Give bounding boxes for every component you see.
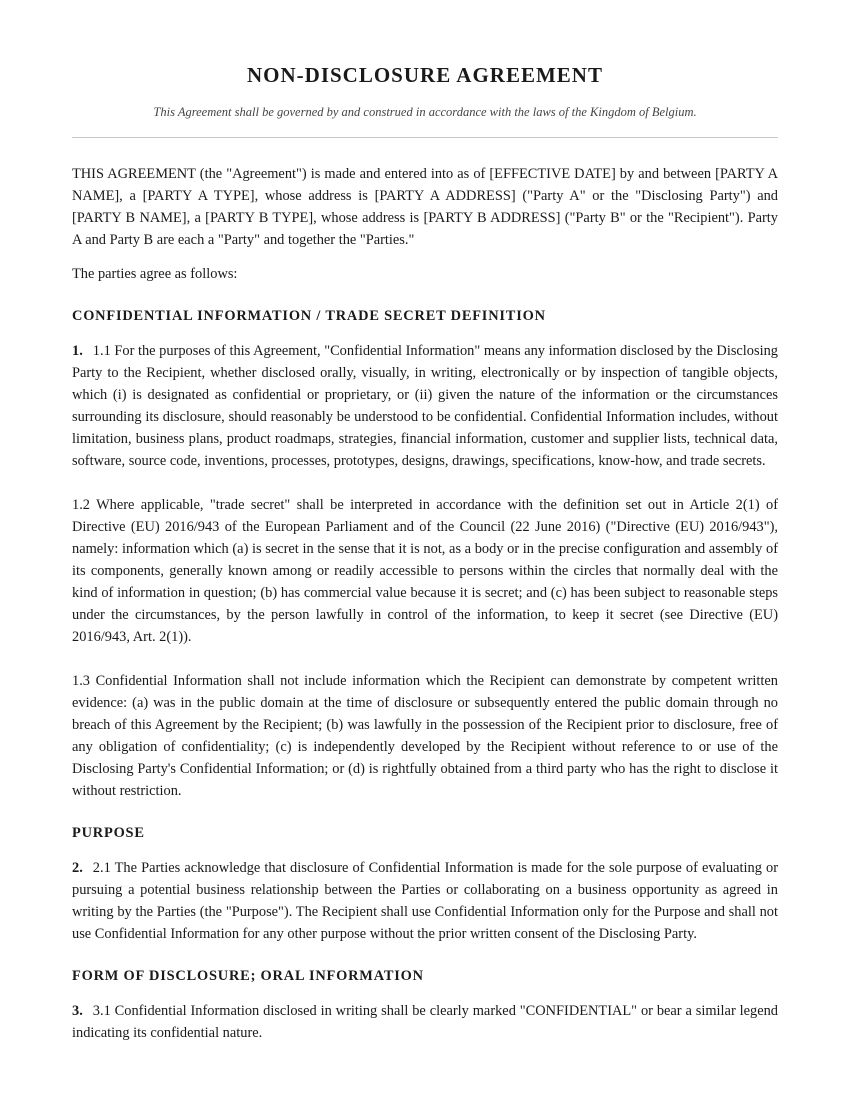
- intro-paragraph: THIS AGREEMENT (the "Agreement") is made and entered into as of [EFFECTIVE DATE] by and between [PARTY A NAME], a [PARTY A TYPE], whose address is [PARTY A ADDRESS] ("Party A" or the "Disclosing Party") and [PARTY B NAME], a [PARTY B TYPE], whose address is [PARTY B ADDRESS] ("Party B" or the "Recipient"). Party A and Party B are each a "Party" and together the "Parties.": [72, 166, 778, 248]
- clause-1-1: [72, 340, 778, 472]
- section-number: 1.: [72, 343, 83, 359]
- document-title: NON-DISCLOSURE AGREEMENT: [247, 63, 603, 87]
- section-number: 3.: [72, 1003, 83, 1019]
- clause-text: 3.1 Confidential Information disclosed in writing shall be clearly marked "CONFIDENTIAL" or bear a similar legend indicating its confidential nature.: [72, 1003, 778, 1041]
- section-number: 2.: [72, 860, 83, 876]
- section-heading: PURPOSE: [72, 825, 145, 841]
- title-divider: [72, 137, 778, 138]
- clause-text: 2.1 The Parties acknowledge that disclosure of Confidential Information is made for the sole purpose of evaluating or pursuing a potential business relationship between the Parties or collaborating on a business opportunity as agreed in writing by the Parties (the "Purpose"). The Recipient shall use Confidential Information only for the Purpose and shall not use Confidential Information for any other purpose without the prior written consent of the Disclosing Party.: [72, 860, 778, 942]
- clause-1-2: 1.2 Where applicable, "trade secret" shall be interpreted in accordance with the definition set out in Article 2(1) of Directive (EU) 2016/943 of the European Parliament and of the Council (22 June 2016) ("Directive (EU) 2016/943"), namely: information which (a) is secret in the sense that it is not, as a body or in the precise configuration and assembly of its components, generally known among or readily accessible to persons within the circles that normally deal with the kind of information in question; (b) has commercial value because it is secret; and (c) has been subject to reasonable steps under the circumstances, by the person lawfully in control of the information, to keep it secret (see Directive (EU) 2016/943, Art. 2(1)).: [72, 497, 778, 645]
- agree-line: The parties agree as follows:: [72, 266, 238, 282]
- section-confidential-information: [72, 305, 778, 802]
- governing-law-note: This Agreement shall be governed by and construed in accordance with the laws of the Kingdom of Belgium.: [153, 105, 697, 119]
- section-purpose: [72, 822, 778, 945]
- clause-text: 1.1 For the purposes of this Agreement, "Confidential Information" means any information disclosed by the Disclosing Party to the Recipient, whether disclosed orally, visually, in writing, electronically or by inspection of tangible objects, which (i) is designated as confidential or proprietary, or (ii) given the nature of the information or the circumstances surrounding its disclosure, should reasonably be understood to be confidential. Confidential Information includes, without limitation, business plans, product roadmaps, strategies, financial information, customer and supplier lists, technical data, software, source code, inventions, processes, prototypes, designs, drawings, specifications, know-how, and trade secrets.: [72, 343, 778, 469]
- clause-3-1: [72, 1000, 778, 1044]
- section-heading: FORM OF DISCLOSURE; ORAL INFORMATION: [72, 968, 424, 984]
- section-form-of-disclosure: [72, 965, 778, 1044]
- clause-1-3: 1.3 Confidential Information shall not include information which the Recipient can demonstrate by competent written evidence: (a) was in the public domain at the time of disclosure or subsequently entered the public domain through no breach of this Agreement by the Recipient; (b) was lawfully in the possession of the Recipient prior to disclosure, free of any obligation of confidentiality; (c) is independently developed by the Recipient without reference to or use of the Disclosing Party's Confidential Information; or (d) is rightfully obtained from a third party who has the right to disclose it without restriction.: [72, 673, 778, 799]
- clause-2-1: [72, 857, 778, 945]
- section-heading: CONFIDENTIAL INFORMATION / TRADE SECRET DEFINITION: [72, 308, 546, 324]
